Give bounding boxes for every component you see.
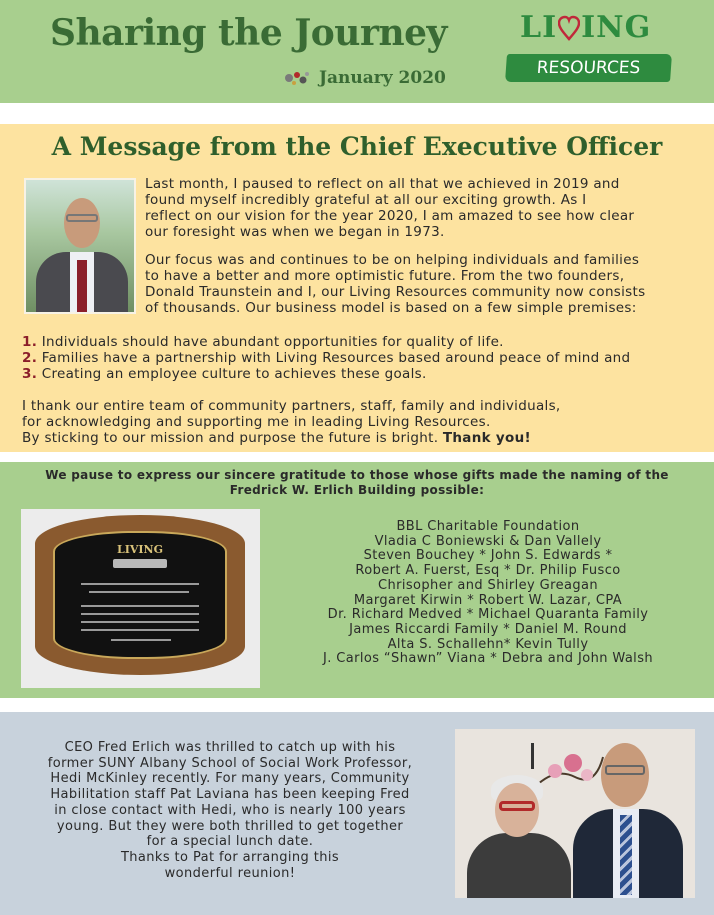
intro-line: our foresight was when we began in 1973. bbox=[145, 224, 445, 240]
logo-word-part: ING bbox=[581, 10, 652, 45]
thank-you-text: Thank you! bbox=[442, 430, 531, 446]
logo-wordmark bbox=[520, 10, 651, 45]
plaque-photo bbox=[21, 509, 260, 688]
logo-word-part: LI bbox=[520, 10, 558, 45]
focus-line: Our focus was and continues to be on helping individuals and families bbox=[145, 252, 640, 268]
donor-line: Vladia C Boniewski & Dan Vallely bbox=[374, 533, 602, 549]
confetti-icon bbox=[283, 69, 311, 87]
donor-line: Chrisopher and Shirley Greagan bbox=[378, 577, 598, 593]
plaque-engraving-line bbox=[81, 629, 199, 631]
reunion-line: for a special lunch date. bbox=[146, 834, 314, 850]
gratitude-heading-line: Fredrick W. Erlich Building possible: bbox=[229, 483, 485, 497]
reunion-line: Thanks to Pat for arranging this bbox=[120, 849, 340, 865]
donor-line: Dr. Richard Medved * Michael Quaranta Family bbox=[327, 607, 649, 623]
premise-text: Creating an employee culture to achieves these goals. bbox=[41, 366, 427, 382]
reunion-line: Habilitation staff Pat Laviana has been keeping Fred bbox=[50, 787, 410, 803]
photo-figure-tie bbox=[77, 260, 87, 312]
living-resources-logo bbox=[506, 10, 671, 82]
premise-item bbox=[22, 334, 504, 350]
donor-line: BBL Charitable Foundation bbox=[396, 519, 580, 534]
plaque-engraving-line bbox=[111, 639, 171, 641]
plaque-engraving-line bbox=[81, 605, 199, 607]
intro-line: Last month, I paused to reflect on all that we achieved in 2019 and bbox=[145, 176, 620, 192]
focus-line: of thousands. Our business model is based on a few simple premises: bbox=[145, 300, 637, 316]
premise-text: Families have a partnership with Living Resources based around peace of mind and bbox=[41, 350, 631, 366]
focus-line: to have a better and more optimistic future. From the two founders, bbox=[145, 268, 625, 284]
plaque-engraving-line bbox=[81, 621, 199, 623]
plaque-engraving-line bbox=[89, 591, 189, 593]
plaque-logo-banner bbox=[113, 559, 167, 568]
donor-line: Steven Bouchey * John S. Edwards * bbox=[363, 548, 613, 564]
donor-line: Alta S. Schallehn* Kevin Tully bbox=[387, 636, 589, 652]
reunion-line: wonderful reunion! bbox=[164, 865, 296, 881]
donor-line: James Riccardi Family * Daniel M. Round bbox=[349, 621, 627, 637]
photo-figure-head bbox=[601, 743, 649, 807]
reunion-line: in close contact with Hedi, who is nearly 100 years bbox=[54, 802, 406, 818]
donor-list bbox=[278, 520, 698, 667]
reunion-photo bbox=[455, 729, 695, 898]
photo-figure-body bbox=[467, 833, 571, 898]
premise-number: 2. bbox=[22, 350, 38, 366]
intro-line: found myself incredibly grateful at all our exciting growth. As I bbox=[145, 192, 587, 208]
reunion-line: former SUNY Albany School of Social Work Professor, bbox=[47, 755, 413, 771]
gratitude-heading-line: We pause to express our sincere gratitude to those whose gifts made the naming of the bbox=[45, 468, 669, 482]
ceo-message-title: A Message from the Chief Executive Officer bbox=[51, 132, 663, 161]
newsletter-title: Sharing the Journey bbox=[50, 12, 447, 54]
premise-number: 3. bbox=[22, 366, 38, 382]
closing-line: I thank our entire team of community partners, staff, family and individuals, bbox=[22, 398, 561, 414]
logo-tagline: RESOURCES bbox=[505, 54, 672, 82]
issue-date-row bbox=[283, 68, 446, 88]
reunion-story bbox=[20, 740, 440, 881]
donor-line: Margaret Kirwin * Robert W. Lazar, CPA bbox=[353, 592, 623, 608]
issue-date: January 2020 bbox=[319, 68, 446, 88]
photo-figure-glasses bbox=[499, 801, 535, 811]
reunion-line: CEO Fred Erlich was thrilled to catch up with his bbox=[64, 740, 396, 755]
closing-line: for acknowledging and supporting me in leading Living Resources. bbox=[22, 414, 491, 430]
donor-line: J. Carlos “Shawn” Viana * Debra and John Walsh bbox=[322, 651, 654, 667]
plaque-engraving-line bbox=[81, 613, 199, 615]
plaque-engraving-line bbox=[81, 583, 199, 585]
premise-item bbox=[22, 366, 427, 382]
gratitude-heading bbox=[0, 468, 714, 498]
focus-line: Donald Traunstein and I, our Living Resources community now consists bbox=[145, 284, 646, 300]
premise-number: 1. bbox=[22, 334, 38, 350]
photo-figure-glasses bbox=[66, 214, 98, 222]
closing-text: By sticking to our mission and purpose the future is bright. bbox=[22, 430, 439, 446]
premise-text: Individuals should have abundant opportunities for quality of life. bbox=[41, 334, 504, 350]
reunion-line: Hedi McKinley recently. For many years, Community bbox=[50, 771, 410, 787]
heart-icon bbox=[558, 15, 580, 41]
ceo-photo bbox=[24, 178, 136, 314]
reunion-line: young. But they were both thrilled to get together bbox=[56, 818, 404, 834]
photo-figure-head bbox=[64, 198, 100, 248]
intro-line: reflect on our vision for the year 2020, I am amazed to see how clear bbox=[145, 208, 635, 224]
premise-item bbox=[22, 350, 630, 366]
photo-figure-glasses bbox=[605, 765, 645, 775]
closing-line bbox=[22, 430, 531, 446]
plaque-logo: LIVING bbox=[116, 543, 163, 556]
photo-figure-tie bbox=[620, 815, 632, 895]
donor-line: Robert A. Fuerst, Esq * Dr. Philip Fusco bbox=[355, 563, 621, 579]
